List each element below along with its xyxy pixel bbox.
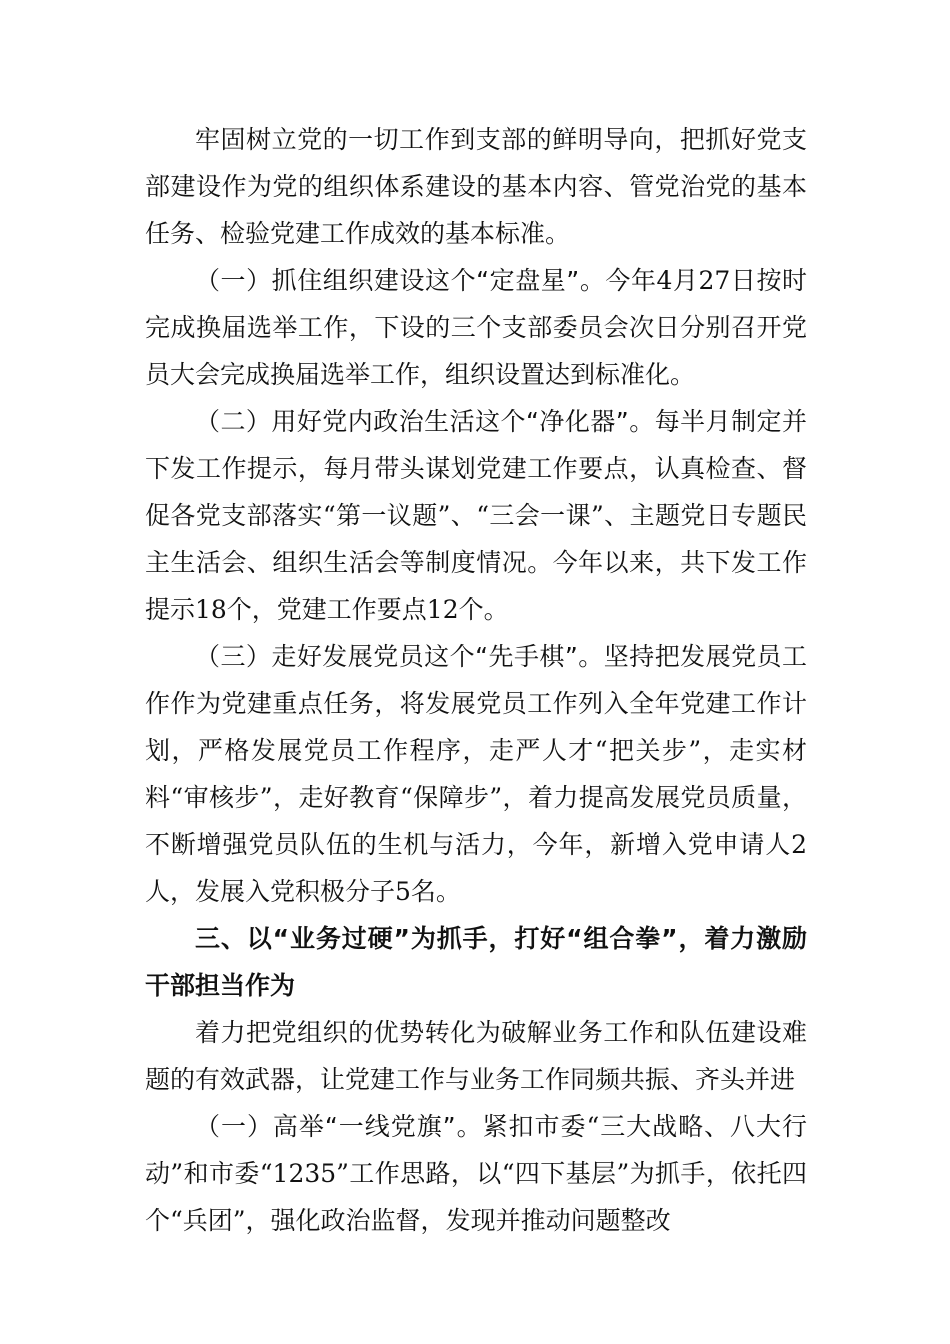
paragraph-lead: （一）高举“一线党旗”。 bbox=[195, 1112, 483, 1141]
paragraph-intro bbox=[145, 116, 807, 257]
paragraph-text: 坚持把发展党员工作作为党建重点任务，将发展党员工作列入全年党建工作计划，严格发展党员工作程序，走严人才“把关步”，走实材料“审核步”，走好教育“保障步”，着力提高发展党员质量，不断增强党员队伍的生机与活力，今年，新增入党申请人2人，发展入党积极分子5名。 bbox=[145, 642, 807, 906]
paragraph-lead: （三）走好发展党员这个“先手棋”。 bbox=[195, 642, 604, 671]
paragraph-party-development bbox=[145, 633, 807, 915]
section-heading-text: 三、以“业务过硬”为抓手，打好“组合拳”，着力激励干部担当作为 bbox=[145, 924, 807, 1000]
paragraph-lead: （一）抓住组织建设这个“定盘星”。 bbox=[195, 266, 606, 295]
paragraph-organization-building bbox=[145, 257, 807, 398]
paragraph-text: 每半月制定并下发工作提示，每月带头谋划党建工作要点，认真检查、督促各党支部落实“第一议题”、“三会一课”、主题党日专题民主生活会、组织生活会等制度情况。今年以来，共下发工作提示18个，党建工作要点12个。 bbox=[145, 407, 807, 624]
paragraph-text: 今年4月27日按时完成换届选举工作，下设的三个支部委员会次日分别召开党员大会完成换届选举工作，组织设置达到标准化。 bbox=[145, 266, 808, 389]
paragraph-text: 牢固树立党的一切工作到支部的鲜明导向，把抓好党支部建设作为党的组织体系建设的基本内容、管党治党的基本任务、检验党建工作成效的基本标准。 bbox=[145, 125, 807, 248]
paragraph-frontline-flag bbox=[145, 1103, 807, 1244]
document-body bbox=[145, 116, 807, 1244]
paragraph-section-intro bbox=[145, 1009, 807, 1103]
paragraph-lead: （二）用好党内政治生活这个“净化器”。 bbox=[195, 407, 655, 436]
section-heading-3 bbox=[145, 915, 807, 1009]
paragraph-text: 紧扣市委“三大战略、八大行动”和市委“1235”工作思路，以“四下基层”为抓手，依托四个“兵团”，强化政治监督，发现并推动问题整改 bbox=[145, 1112, 807, 1235]
paragraph-political-life bbox=[145, 398, 807, 633]
paragraph-text: 着力把党组织的优势转化为破解业务工作和队伍建设难题的有效武器，让党建工作与业务工作同频共振、齐头并进 bbox=[145, 1018, 807, 1094]
